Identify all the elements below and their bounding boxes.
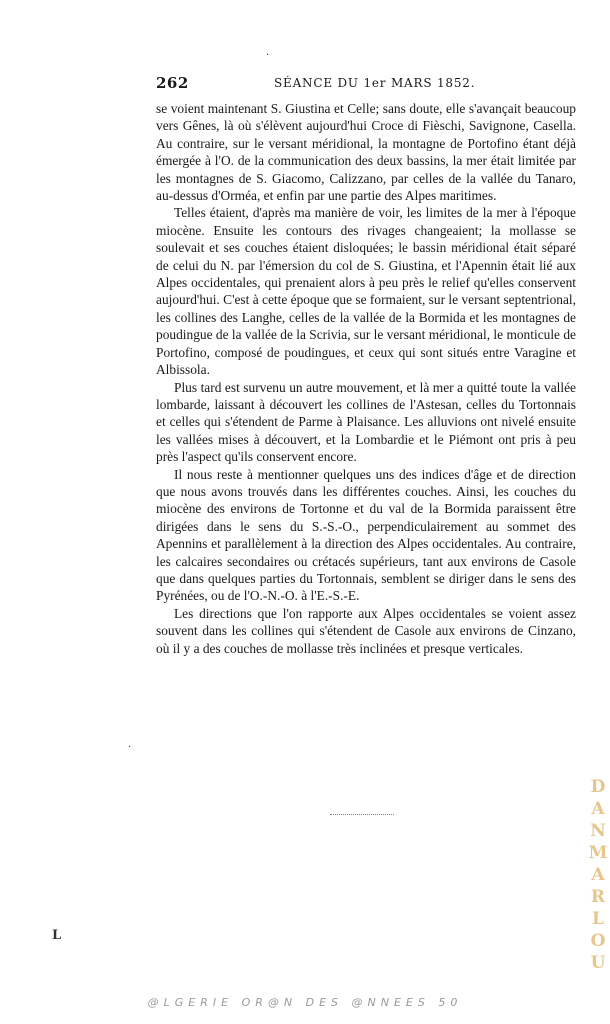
section-end-rule [330, 814, 394, 816]
page-header [156, 74, 576, 98]
margin-mark: · [128, 742, 132, 753]
paragraph: Il nous reste à mentionner quelques uns des indices d'âge et de direction que nous avons trouvés dans les différentes couches. Ainsi, les couches du miocène des environs de Tortonne et du val de la Bormida paraissent être dirigées dans le sens du S.-S.-O., perpendiculairement au sommet des Apennins et parallèlement à la direction des Alpes occidentales. Au contraire, les calcaires secondaires ou crétacés supérieurs, tant aux environs de Casole que dans quelques parties du Tortonnais, semblent se diriger dans le sens des Pyrénées, ou de l'O.-N.-O. à l'E.-S.-E. [156, 466, 576, 604]
paragraph: Les directions que l'on rapporte aux Alpes occidentales se voient assez souvent dans les collines qui s'étendent de Casole aux environs de Cinzano, où il y a des couches de mollasse très inclinées et presque verticales. [156, 605, 576, 656]
corner-mark: L [52, 928, 62, 943]
page-number: 262 [156, 74, 189, 92]
watermark-vertical: DANMARLOU [588, 777, 608, 973]
speck-top: · [266, 50, 270, 61]
paragraph-continuation: se voient maintenant S. Giustina et Celle; sans doute, elle s'avançait beaucoup vers Gênes, là où s'élèvent aujourd'hui Croce di Fièschi, Savignone, Casella. Au contraire, sur le versant méridional, la montagne de Portofino étant déjà émergée à l'O. de la communication des deux bassins, la mer était limitée par les montagnes de S. Giacomo, Calizzano, par celles de la vallée du Tanaro, au-dessus d'Orméa, et enfin par une partie des Alpes maritimes. [156, 101, 576, 204]
watermark-bottom: @LGERIE OR@N DES @NNEES 50 [147, 996, 463, 1009]
body-text [156, 100, 576, 657]
running-head: SÉANCE DU 1er MARS 1852. [274, 76, 476, 90]
paragraph: Plus tard est survenu un autre mouvement, et là mer a quitté toute la vallée lombarde, laissant à découvert les collines de l'Astesan, celles du Tortonnais et celles qui s'étendent de Parme à Plaisance. Les alluvions ont nivelé ensuite les vallées mises à découvert, et la Lombardie et le Piémont ont pris à peu près l'aspect qu'ils conservent encore. [156, 379, 576, 465]
paragraph: Telles étaient, d'après ma manière de voir, les limites de la mer à l'époque miocène. Ensuite les contours des rivages changeaient; la mollasse se soulevait et ses couches étaient disloquées; le bassin méridional était séparé de celui du N. par l'émersion du col de S. Giustina, et l'Apennin était lié aux Alpes occidentales, qui prenaient alors à peu près le relief qu'elles conservent aujourd'hui. C'est à cette époque que se formaient, sur le versant septentrional, les collines des Langhe, celles de la vallée de la Bormida et les montagnes de poudingue de la vallée de la Scrivia, sur le versant méridional, le monticule de Portofino, composé de poudingues, et ceux qui sont situés entre Varagine et Albissola. [156, 205, 576, 378]
